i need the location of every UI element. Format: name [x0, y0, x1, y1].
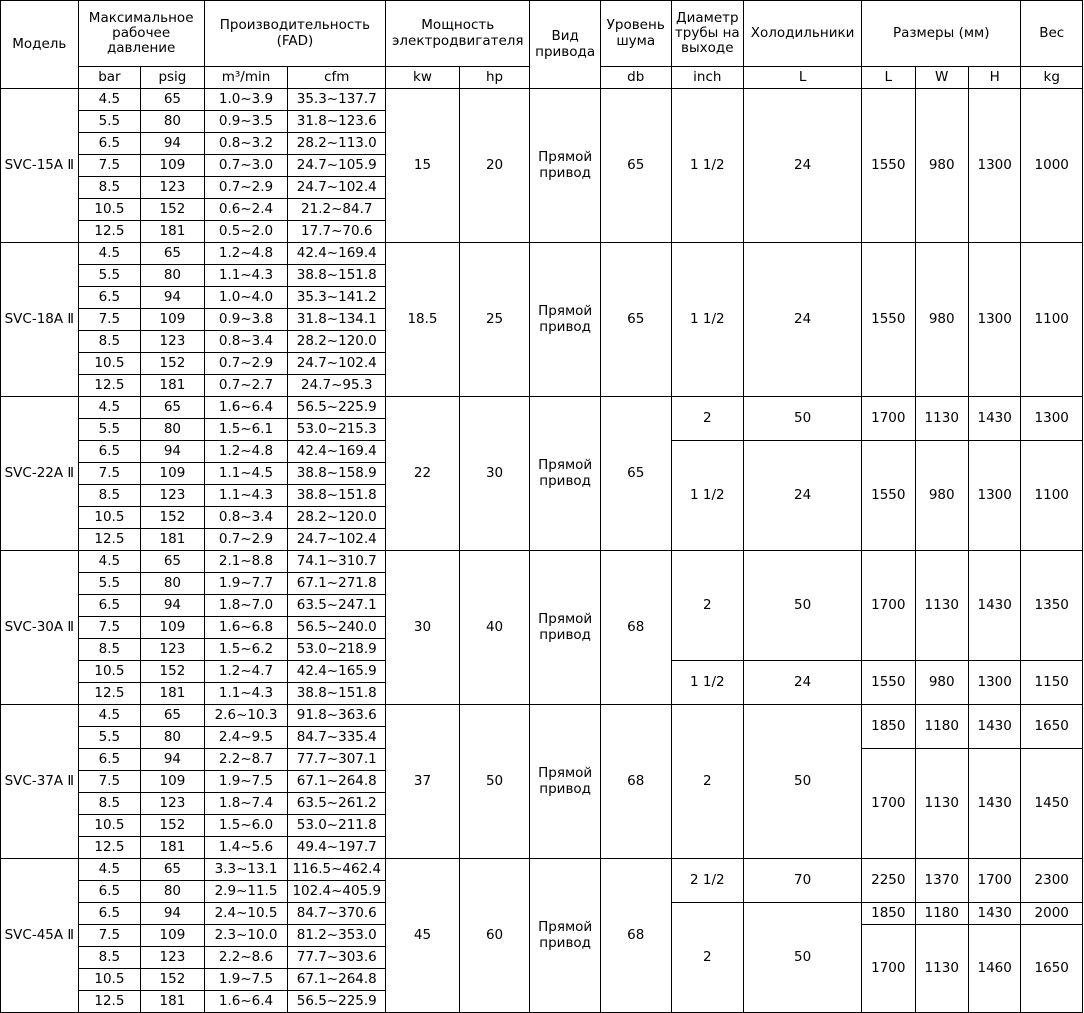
- weight-cell: 1450: [1021, 749, 1083, 859]
- table-row: [1, 89, 1083, 111]
- cooler-volume-cell: 50: [744, 903, 862, 1013]
- fad-m3min-cell: 1.1~4.3: [204, 265, 288, 287]
- pressure-psig-cell: 94: [141, 903, 205, 925]
- weight-cell: 1100: [1021, 243, 1083, 397]
- unit-cfm: cfm: [288, 67, 386, 89]
- fad-cfm-cell: 56.5~225.9: [288, 991, 386, 1013]
- pipe-diameter-cell: 2: [671, 397, 744, 441]
- pressure-bar-cell: 7.5: [78, 155, 141, 177]
- table-row: [1, 551, 1083, 573]
- pressure-bar-cell: 5.5: [78, 111, 141, 133]
- pressure-psig-cell: 94: [141, 287, 205, 309]
- length-cell: 1850: [862, 705, 915, 749]
- model-cell: SVC-15A Ⅱ: [1, 89, 79, 243]
- spec-table-body: [1, 89, 1083, 1013]
- fad-m3min-cell: 2.3~10.0: [204, 925, 288, 947]
- drive-type-cell: Прямой привод: [530, 397, 601, 551]
- pressure-bar-cell: 8.5: [78, 177, 141, 199]
- pressure-bar-cell: 10.5: [78, 507, 141, 529]
- fad-cfm-cell: 56.5~240.0: [288, 617, 386, 639]
- length-cell: 1700: [862, 925, 915, 1013]
- height-cell: 1300: [968, 89, 1020, 243]
- length-cell: 1850: [862, 903, 915, 925]
- pressure-psig-cell: 80: [141, 419, 205, 441]
- length-cell: 1700: [862, 749, 915, 859]
- drive-type-cell: Прямой привод: [530, 89, 601, 243]
- pipe-diameter-cell: 1 1/2: [671, 243, 744, 397]
- fad-m3min-cell: 1.0~4.0: [204, 287, 288, 309]
- power-hp-cell: 60: [459, 859, 530, 1013]
- fad-m3min-cell: 2.2~8.7: [204, 749, 288, 771]
- power-hp-cell: 30: [459, 397, 530, 551]
- fad-m3min-cell: 2.6~10.3: [204, 705, 288, 727]
- pressure-bar-cell: 10.5: [78, 815, 141, 837]
- pressure-psig-cell: 65: [141, 551, 205, 573]
- pressure-bar-cell: 8.5: [78, 485, 141, 507]
- height-cell: 1300: [968, 243, 1020, 397]
- pressure-bar-cell: 6.5: [78, 441, 141, 463]
- length-cell: 1700: [862, 397, 915, 441]
- power-kw-cell: 18.5: [386, 243, 460, 397]
- pressure-psig-cell: 152: [141, 353, 205, 375]
- pressure-bar-cell: 5.5: [78, 573, 141, 595]
- fad-cfm-cell: 53.0~211.8: [288, 815, 386, 837]
- pressure-bar-cell: 7.5: [78, 463, 141, 485]
- pressure-bar-cell: 5.5: [78, 419, 141, 441]
- col-noise: Уровень шума: [600, 1, 671, 67]
- model-cell: SVC-18A Ⅱ: [1, 243, 79, 397]
- width-cell: 1180: [915, 903, 968, 925]
- length-cell: 1550: [862, 661, 915, 705]
- pressure-bar-cell: 5.5: [78, 265, 141, 287]
- pressure-bar-cell: 10.5: [78, 661, 141, 683]
- fad-cfm-cell: 42.4~165.9: [288, 661, 386, 683]
- pressure-psig-cell: 123: [141, 331, 205, 353]
- fad-m3min-cell: 1.5~6.0: [204, 815, 288, 837]
- pressure-bar-cell: 6.5: [78, 287, 141, 309]
- pressure-bar-cell: 10.5: [78, 353, 141, 375]
- fad-cfm-cell: 24.7~102.4: [288, 529, 386, 551]
- power-hp-cell: 50: [459, 705, 530, 859]
- width-cell: 1130: [915, 749, 968, 859]
- pressure-psig-cell: 109: [141, 617, 205, 639]
- pressure-psig-cell: 65: [141, 397, 205, 419]
- height-cell: 1430: [968, 551, 1020, 661]
- width-cell: 1130: [915, 551, 968, 661]
- weight-cell: 1350: [1021, 551, 1083, 661]
- height-cell: 1430: [968, 903, 1020, 925]
- pressure-bar-cell: 4.5: [78, 551, 141, 573]
- pressure-psig-cell: 109: [141, 925, 205, 947]
- power-hp-cell: 20: [459, 89, 530, 243]
- pressure-bar-cell: 7.5: [78, 771, 141, 793]
- pressure-bar-cell: 4.5: [78, 243, 141, 265]
- weight-cell: 1150: [1021, 661, 1083, 705]
- table-row: [1, 859, 1083, 881]
- fad-cfm-cell: 38.8~158.9: [288, 463, 386, 485]
- pressure-psig-cell: 109: [141, 309, 205, 331]
- power-kw-cell: 45: [386, 859, 460, 1013]
- pressure-psig-cell: 123: [141, 639, 205, 661]
- col-fad: Производительность (FAD): [204, 1, 386, 67]
- fad-m3min-cell: 2.1~8.8: [204, 551, 288, 573]
- pressure-psig-cell: 181: [141, 991, 205, 1013]
- cooler-volume-cell: 24: [744, 89, 862, 243]
- fad-m3min-cell: 1.8~7.0: [204, 595, 288, 617]
- fad-m3min-cell: 1.2~4.8: [204, 441, 288, 463]
- fad-cfm-cell: 21.2~84.7: [288, 199, 386, 221]
- pressure-bar-cell: 6.5: [78, 881, 141, 903]
- noise-db-cell: 68: [600, 705, 671, 859]
- pressure-bar-cell: 12.5: [78, 837, 141, 859]
- fad-m3min-cell: 2.2~8.6: [204, 947, 288, 969]
- fad-m3min-cell: 0.8~3.4: [204, 331, 288, 353]
- power-kw-cell: 37: [386, 705, 460, 859]
- fad-cfm-cell: 67.1~271.8: [288, 573, 386, 595]
- model-cell: SVC-22A Ⅱ: [1, 397, 79, 551]
- pressure-bar-cell: 6.5: [78, 133, 141, 155]
- fad-m3min-cell: 0.8~3.2: [204, 133, 288, 155]
- drive-type-cell: Прямой привод: [530, 859, 601, 1013]
- pressure-bar-cell: 12.5: [78, 529, 141, 551]
- unit-kw: kw: [386, 67, 460, 89]
- pressure-bar-cell: 10.5: [78, 969, 141, 991]
- height-cell: 1460: [968, 925, 1020, 1013]
- pressure-psig-cell: 181: [141, 375, 205, 397]
- noise-db-cell: 68: [600, 551, 671, 705]
- power-kw-cell: 15: [386, 89, 460, 243]
- fad-m3min-cell: 1.9~7.5: [204, 969, 288, 991]
- fad-m3min-cell: 1.1~4.3: [204, 485, 288, 507]
- fad-m3min-cell: 0.7~2.9: [204, 177, 288, 199]
- unit-kg: kg: [1021, 67, 1083, 89]
- fad-cfm-cell: 35.3~141.2: [288, 287, 386, 309]
- fad-m3min-cell: 1.8~7.4: [204, 793, 288, 815]
- fad-cfm-cell: 84.7~370.6: [288, 903, 386, 925]
- pressure-psig-cell: 94: [141, 133, 205, 155]
- power-hp-cell: 40: [459, 551, 530, 705]
- power-hp-cell: 25: [459, 243, 530, 397]
- col-pressure: Максимальное рабочее давление: [78, 1, 204, 67]
- pressure-bar-cell: 6.5: [78, 903, 141, 925]
- fad-cfm-cell: 77.7~307.1: [288, 749, 386, 771]
- pipe-diameter-cell: 2 1/2: [671, 859, 744, 903]
- unit-m3min: m³/min: [204, 67, 288, 89]
- cooler-volume-cell: 24: [744, 441, 862, 551]
- fad-cfm-cell: 74.1~310.7: [288, 551, 386, 573]
- height-cell: 1430: [968, 397, 1020, 441]
- fad-m3min-cell: 1.9~7.7: [204, 573, 288, 595]
- unit-inch: inch: [671, 67, 744, 89]
- pressure-bar-cell: 8.5: [78, 331, 141, 353]
- fad-cfm-cell: 63.5~261.2: [288, 793, 386, 815]
- fad-m3min-cell: 2.4~9.5: [204, 727, 288, 749]
- cooler-volume-cell: 24: [744, 243, 862, 397]
- fad-m3min-cell: 1.5~6.2: [204, 639, 288, 661]
- length-cell: 1700: [862, 551, 915, 661]
- power-kw-cell: 22: [386, 397, 460, 551]
- fad-cfm-cell: 91.8~363.6: [288, 705, 386, 727]
- fad-cfm-cell: 28.2~120.0: [288, 331, 386, 353]
- length-cell: 1550: [862, 441, 915, 551]
- fad-cfm-cell: 77.7~303.6: [288, 947, 386, 969]
- pressure-psig-cell: 80: [141, 881, 205, 903]
- pressure-bar-cell: 8.5: [78, 947, 141, 969]
- pipe-diameter-cell: 1 1/2: [671, 661, 744, 705]
- col-model: Модель: [1, 1, 79, 89]
- noise-db-cell: 65: [600, 243, 671, 397]
- length-cell: 2250: [862, 859, 915, 903]
- unit-hp: hp: [459, 67, 530, 89]
- width-cell: 980: [915, 441, 968, 551]
- power-kw-cell: 30: [386, 551, 460, 705]
- cooler-volume-cell: 70: [744, 859, 862, 903]
- fad-m3min-cell: 1.4~5.6: [204, 837, 288, 859]
- fad-cfm-cell: 24.7~105.9: [288, 155, 386, 177]
- pressure-psig-cell: 94: [141, 749, 205, 771]
- pressure-bar-cell: 10.5: [78, 199, 141, 221]
- pressure-psig-cell: 152: [141, 507, 205, 529]
- fad-cfm-cell: 38.8~151.8: [288, 265, 386, 287]
- fad-m3min-cell: 1.2~4.8: [204, 243, 288, 265]
- pressure-psig-cell: 123: [141, 947, 205, 969]
- pipe-diameter-cell: 1 1/2: [671, 89, 744, 243]
- pressure-psig-cell: 181: [141, 529, 205, 551]
- cooler-volume-cell: 50: [744, 705, 862, 859]
- noise-db-cell: 68: [600, 859, 671, 1013]
- fad-cfm-cell: 67.1~264.8: [288, 969, 386, 991]
- length-cell: 1550: [862, 243, 915, 397]
- pressure-bar-cell: 8.5: [78, 793, 141, 815]
- fad-cfm-cell: 38.8~151.8: [288, 683, 386, 705]
- unit-db: db: [600, 67, 671, 89]
- pressure-psig-cell: 65: [141, 859, 205, 881]
- fad-m3min-cell: 2.9~11.5: [204, 881, 288, 903]
- weight-cell: 2300: [1021, 859, 1083, 903]
- drive-type-cell: Прямой привод: [530, 705, 601, 859]
- pressure-bar-cell: 4.5: [78, 89, 141, 111]
- fad-m3min-cell: 1.6~6.8: [204, 617, 288, 639]
- model-cell: SVC-30A Ⅱ: [1, 551, 79, 705]
- noise-db-cell: 65: [600, 89, 671, 243]
- pressure-psig-cell: 123: [141, 793, 205, 815]
- pressure-bar-cell: 4.5: [78, 859, 141, 881]
- table-row: [1, 397, 1083, 419]
- pressure-psig-cell: 65: [141, 705, 205, 727]
- pressure-bar-cell: 12.5: [78, 221, 141, 243]
- height-cell: 1300: [968, 441, 1020, 551]
- fad-cfm-cell: 24.7~102.4: [288, 177, 386, 199]
- col-drive-type: Вид привода: [530, 1, 601, 89]
- fad-cfm-cell: 84.7~335.4: [288, 727, 386, 749]
- unit-bar: bar: [78, 67, 141, 89]
- fad-m3min-cell: 3.3~13.1: [204, 859, 288, 881]
- fad-cfm-cell: 28.2~120.0: [288, 507, 386, 529]
- width-cell: 1130: [915, 397, 968, 441]
- pressure-psig-cell: 80: [141, 111, 205, 133]
- unit-cooler-l: L: [744, 67, 862, 89]
- fad-m3min-cell: 1.0~3.9: [204, 89, 288, 111]
- fad-m3min-cell: 0.9~3.8: [204, 309, 288, 331]
- drive-type-cell: Прямой привод: [530, 243, 601, 397]
- fad-m3min-cell: 0.7~3.0: [204, 155, 288, 177]
- pressure-psig-cell: 109: [141, 155, 205, 177]
- fad-m3min-cell: 1.2~4.7: [204, 661, 288, 683]
- pressure-bar-cell: 4.5: [78, 705, 141, 727]
- fad-cfm-cell: 42.4~169.4: [288, 243, 386, 265]
- unit-height-h: H: [968, 67, 1020, 89]
- pressure-bar-cell: 6.5: [78, 749, 141, 771]
- length-cell: 1550: [862, 89, 915, 243]
- fad-m3min-cell: 0.5~2.0: [204, 221, 288, 243]
- fad-m3min-cell: 0.7~2.9: [204, 529, 288, 551]
- pressure-bar-cell: 4.5: [78, 397, 141, 419]
- col-weight: Вес: [1021, 1, 1083, 67]
- cooler-volume-cell: 24: [744, 661, 862, 705]
- weight-cell: 1300: [1021, 397, 1083, 441]
- pressure-bar-cell: 12.5: [78, 991, 141, 1013]
- pressure-bar-cell: 7.5: [78, 925, 141, 947]
- pressure-psig-cell: 109: [141, 463, 205, 485]
- pressure-psig-cell: 152: [141, 815, 205, 837]
- fad-cfm-cell: 24.7~102.4: [288, 353, 386, 375]
- pressure-psig-cell: 152: [141, 969, 205, 991]
- pressure-psig-cell: 181: [141, 683, 205, 705]
- unit-psig: psig: [141, 67, 205, 89]
- width-cell: 1180: [915, 705, 968, 749]
- height-cell: 1700: [968, 859, 1020, 903]
- weight-cell: 1650: [1021, 705, 1083, 749]
- height-cell: 1430: [968, 705, 1020, 749]
- width-cell: 980: [915, 89, 968, 243]
- header-row: [1, 1, 1083, 67]
- pressure-bar-cell: 12.5: [78, 375, 141, 397]
- model-cell: SVC-45A Ⅱ: [1, 859, 79, 1013]
- table-row: [1, 705, 1083, 727]
- pressure-bar-cell: 8.5: [78, 639, 141, 661]
- pressure-bar-cell: 5.5: [78, 727, 141, 749]
- pressure-bar-cell: 6.5: [78, 595, 141, 617]
- fad-m3min-cell: 0.7~2.9: [204, 353, 288, 375]
- unit-length-l: L: [862, 67, 915, 89]
- pressure-psig-cell: 152: [141, 661, 205, 683]
- pressure-psig-cell: 181: [141, 221, 205, 243]
- height-cell: 1300: [968, 661, 1020, 705]
- pressure-psig-cell: 123: [141, 485, 205, 507]
- pressure-psig-cell: 80: [141, 573, 205, 595]
- pressure-psig-cell: 94: [141, 441, 205, 463]
- fad-cfm-cell: 56.5~225.9: [288, 397, 386, 419]
- fad-cfm-cell: 28.2~113.0: [288, 133, 386, 155]
- cooler-volume-cell: 50: [744, 397, 862, 441]
- pressure-psig-cell: 152: [141, 199, 205, 221]
- weight-cell: 1100: [1021, 441, 1083, 551]
- pressure-psig-cell: 123: [141, 177, 205, 199]
- fad-cfm-cell: 35.3~137.7: [288, 89, 386, 111]
- pressure-psig-cell: 94: [141, 595, 205, 617]
- fad-m3min-cell: 1.6~6.4: [204, 991, 288, 1013]
- drive-type-cell: Прямой привод: [530, 551, 601, 705]
- fad-cfm-cell: 53.0~218.9: [288, 639, 386, 661]
- unit-width-w: W: [915, 67, 968, 89]
- fad-cfm-cell: 63.5~247.1: [288, 595, 386, 617]
- fad-m3min-cell: 0.6~2.4: [204, 199, 288, 221]
- fad-cfm-cell: 53.0~215.3: [288, 419, 386, 441]
- pressure-psig-cell: 80: [141, 265, 205, 287]
- width-cell: 1370: [915, 859, 968, 903]
- pressure-bar-cell: 7.5: [78, 309, 141, 331]
- weight-cell: 1000: [1021, 89, 1083, 243]
- weight-cell: 1650: [1021, 925, 1083, 1013]
- fad-cfm-cell: 116.5~462.4: [288, 859, 386, 881]
- fad-m3min-cell: 0.8~3.4: [204, 507, 288, 529]
- fad-m3min-cell: 1.9~7.5: [204, 771, 288, 793]
- fad-m3min-cell: 2.4~10.5: [204, 903, 288, 925]
- fad-m3min-cell: 1.6~6.4: [204, 397, 288, 419]
- fad-cfm-cell: 42.4~169.4: [288, 441, 386, 463]
- pressure-bar-cell: 7.5: [78, 617, 141, 639]
- width-cell: 980: [915, 661, 968, 705]
- pipe-diameter-cell: 2: [671, 705, 744, 859]
- table-row: [1, 243, 1083, 265]
- fad-m3min-cell: 0.7~2.7: [204, 375, 288, 397]
- pressure-psig-cell: 80: [141, 727, 205, 749]
- fad-cfm-cell: 102.4~405.9: [288, 881, 386, 903]
- pipe-diameter-cell: 2: [671, 903, 744, 1013]
- fad-cfm-cell: 17.7~70.6: [288, 221, 386, 243]
- fad-cfm-cell: 67.1~264.8: [288, 771, 386, 793]
- fad-cfm-cell: 24.7~95.3: [288, 375, 386, 397]
- height-cell: 1430: [968, 749, 1020, 859]
- fad-cfm-cell: 38.8~151.8: [288, 485, 386, 507]
- fad-m3min-cell: 1.5~6.1: [204, 419, 288, 441]
- fad-m3min-cell: 1.1~4.5: [204, 463, 288, 485]
- fad-m3min-cell: 1.1~4.3: [204, 683, 288, 705]
- col-power: Мощность электродвигателя: [386, 1, 530, 67]
- pressure-psig-cell: 181: [141, 837, 205, 859]
- fad-cfm-cell: 81.2~353.0: [288, 925, 386, 947]
- width-cell: 980: [915, 243, 968, 397]
- width-cell: 1130: [915, 925, 968, 1013]
- fad-cfm-cell: 31.8~134.1: [288, 309, 386, 331]
- col-coolers: Холодильники: [744, 1, 862, 67]
- fad-cfm-cell: 49.4~197.7: [288, 837, 386, 859]
- fad-cfm-cell: 31.8~123.6: [288, 111, 386, 133]
- pipe-diameter-cell: 2: [671, 551, 744, 661]
- pipe-diameter-cell: 1 1/2: [671, 441, 744, 551]
- cooler-volume-cell: 50: [744, 551, 862, 661]
- pressure-bar-cell: 12.5: [78, 683, 141, 705]
- col-dimensions: Размеры (мм): [862, 1, 1021, 67]
- col-pipe: Диаметр трубы на выходе: [671, 1, 744, 67]
- pressure-psig-cell: 65: [141, 89, 205, 111]
- weight-cell: 2000: [1021, 903, 1083, 925]
- noise-db-cell: 65: [600, 397, 671, 551]
- fad-m3min-cell: 0.9~3.5: [204, 111, 288, 133]
- pressure-psig-cell: 109: [141, 771, 205, 793]
- pressure-psig-cell: 65: [141, 243, 205, 265]
- model-cell: SVC-37A Ⅱ: [1, 705, 79, 859]
